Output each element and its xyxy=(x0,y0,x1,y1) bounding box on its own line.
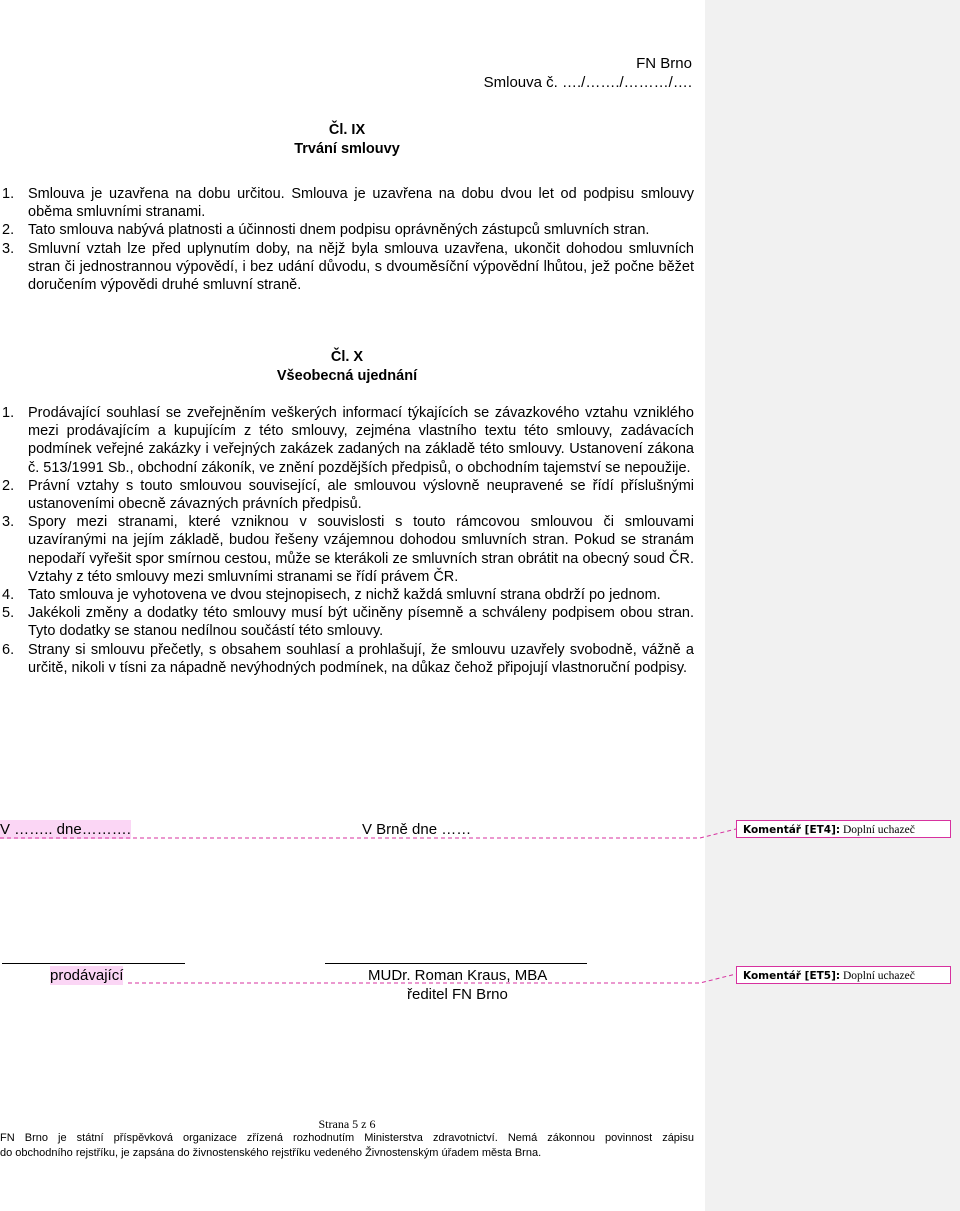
section-10-clauses xyxy=(0,404,694,677)
section-9-clauses xyxy=(0,185,694,294)
comment-margin xyxy=(705,0,960,1211)
section-9-title: Čl. IX xyxy=(328,122,366,138)
buyer-signature-line xyxy=(325,963,587,964)
seller-place-date[interactable]: V …….. dne………. xyxy=(0,821,131,838)
clause-item xyxy=(0,641,694,677)
clause-number: 3. xyxy=(2,240,15,257)
clause-number: 4. xyxy=(2,587,15,604)
comment-text: Doplní uchazeč xyxy=(842,824,915,836)
clause-number: 6. xyxy=(2,641,15,658)
clause-text: Strany si smlouvu přečetly, s obsahem souhlasí a prohlašují, že smlouvu uzavřely svobodně, vážně a určitě, nikoli v tísni za nápadně nevýhodných podmínek, na důkaz čehož připojují vlastnoruční podpisy. xyxy=(28,641,694,676)
clause-number: 2. xyxy=(2,222,15,239)
clause-number: 2. xyxy=(2,477,15,494)
buyer-place-date: V Brně dne …… xyxy=(362,821,472,838)
footer-line-1: FN Brno je státní příspěvková organizace zřízená rozhodnutím Ministerstva zdravotnictví. Nemá zákonnou povinnost zápisu xyxy=(0,1132,694,1144)
clause-text: Smlouva je uzavřena na dobu určitou. Smlouva je uzavřena na dobu dvou let od podpisu smlouvy oběma smluvními stranami. xyxy=(28,186,694,221)
clause-text: Prodávající souhlasí se zveřejněním veškerých informací týkajících se závazkového vztahu vzniklého mezi prodávajícím a kupujícím z této smlouvy, zejména vlastního textu této smlouvy, zadávacích podmínek veřejné zakázky i veřejných zakázek zadaných na základě této smlouvy. Ustanovení zákona č. 513/1991 Sb., obchodní zákoník, ve znění pozdějších předpisů, o obchodním tajemství se nepoužije. xyxy=(28,405,694,476)
clause-text: Tato smlouva je vyhotovena ve dvou stejnopisech, z nichž každá smluvní strana obdrží po jednom. xyxy=(28,587,661,604)
seller-signature-line xyxy=(2,963,185,964)
comment-text: Doplní uchazeč xyxy=(842,970,915,982)
clause-text: Smluvní vztah lze před uplynutím doby, na nějž byla smlouva uzavřena, ukončit dohodou smluvních stran či jednostrannou výpovědí, i bez udání důvodu, s dvouměsíční výpovědní lhůtou, jež počne běžet doručením výpovědi druhé smluvní straně. xyxy=(28,240,694,294)
clause-item xyxy=(0,221,694,239)
buyer-name: MUDr. Roman Kraus, MBA xyxy=(368,967,548,984)
page-number: Strana 5 z 6 xyxy=(318,1117,376,1131)
header-contract-number: Smlouva č. …./……./………/…. xyxy=(483,74,692,91)
clause-item xyxy=(0,185,694,221)
clause-item xyxy=(0,586,694,604)
comment-label: Komentář [ET4]: xyxy=(743,824,841,836)
comment-connector-2 xyxy=(0,966,740,988)
clause-item xyxy=(0,240,694,295)
clause-item xyxy=(0,604,694,640)
clause-number: 5. xyxy=(2,605,15,622)
comment-connector-1 xyxy=(0,820,740,842)
seller-label[interactable]: prodávající xyxy=(50,967,124,984)
comment-et5[interactable] xyxy=(736,966,951,984)
clause-text: Tato smlouva nabývá platnosti a účinnosti dnem podpisu oprávněných zástupců smluvních stran. xyxy=(28,222,650,239)
section-9-subtitle: Trvání smlouvy xyxy=(294,141,400,157)
clause-number: 3. xyxy=(2,514,15,531)
clause-text: Spory mezi stranami, které vzniknou v souvislosti s touto rámcovou smlouvou či smlouvami uzavíranými na jejím základě, budou řešeny vzájemnou dohodou smluvních stran. Pokud se stranám nepodaří vyřešit spor smírnou cestou, může se kterákoli ze smluvních stran obrátit na obecný soud ČR. Vztahy z této smlouvy mezi smluvními stranami se řídí právem ČR. xyxy=(28,514,694,585)
buyer-title: ředitel FN Brno xyxy=(407,986,508,1003)
clause-text: Právní vztahy s touto smlouvou související, ale smlouvou výslovně neupravené se řídí příslušnými ustanoveními obecně závazných právních předpisů. xyxy=(28,477,694,513)
comment-label: Komentář [ET5]: xyxy=(743,970,841,982)
section-10-subtitle: Všeobecná ujednání xyxy=(276,368,418,384)
clause-number: 1. xyxy=(2,186,15,202)
section-10-title: Čl. X xyxy=(330,349,364,365)
clause-item xyxy=(0,513,694,586)
footer-line-2: do obchodního rejstříku, je zapsána do živnostenského rejstříku vedeného Živnostenským úřadem města Brna. xyxy=(0,1147,542,1159)
header-org: FN Brno xyxy=(636,55,692,72)
clause-text: Jakékoli změny a dodatky této smlouvy musí být učiněny písemně a schváleny podpisem obou stran. Tyto dodatky se stanou nedílnou součástí této smlouvy. xyxy=(28,605,694,640)
clause-number: 1. xyxy=(2,405,15,421)
clause-item xyxy=(0,477,694,513)
comment-et4[interactable] xyxy=(736,820,951,838)
clause-item xyxy=(0,404,694,477)
